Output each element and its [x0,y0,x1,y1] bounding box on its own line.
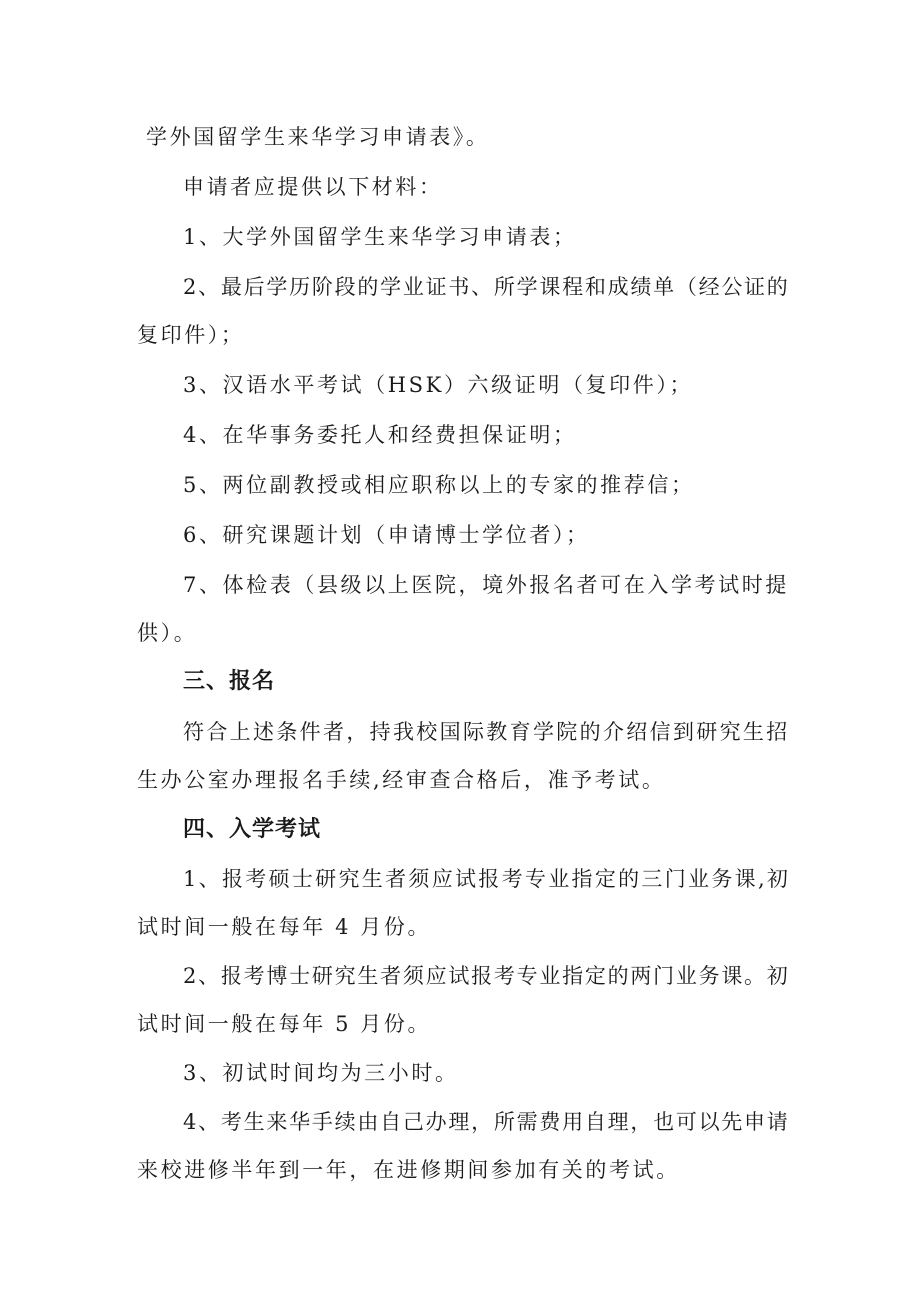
list-item: 7、体检表（县级以上医院，境外报名者可在入学考试时提 [183,573,789,597]
list-item: 1、大学外国留学生来华学习申请表； [183,225,577,249]
text-line: 供）。 [137,621,198,645]
list-item: 5、两位副教授或相应职称以上的专家的推荐信； [183,473,695,497]
text-line: 申请者应提供以下材料： [183,175,443,199]
list-item: 3、初试时间均为三小时。 [183,1061,459,1085]
section-heading: 三、报名 [183,669,276,694]
list-item: 3、汉语水平考试（HSK）六级证明（复印件）； [183,373,694,397]
text-line: 试时间一般在每年 4 月份。 [137,915,432,939]
text-line: 生办公室办理报名手续,经审查合格后，准予考试。 [137,768,666,792]
text-line: 试时间一般在每年 5 月份。 [137,1012,432,1036]
list-item: 2、最后学历阶段的学业证书、所学课程和成绩单（经公证的 [183,275,790,299]
section-heading: 四、入学考试 [183,817,322,842]
list-item: 4、考生来华手续由自己办理，所需费用自理，也可以先申请 [183,1110,790,1134]
list-item: 2、报考博士研究生者须应试报考专业指定的两门业务课。初 [183,964,790,988]
text-line: 学外国留学生来华学习申请表》。 [146,125,490,149]
text-line: 复印件）； [137,323,245,347]
list-item: 4、在华事务委托人和经费担保证明； [183,423,577,447]
text-line: 符合上述条件者，持我校国际教育学院的介绍信到研究生招 [183,720,790,744]
list-item: 1、报考硕士研究生者须应试报考专业指定的三门业务课,初 [183,867,791,891]
list-item: 6、研究课题计划（申请博士学位者）； [183,523,590,547]
text-line: 来校进修半年到一年，在进修期间参加有关的考试。 [137,1158,680,1182]
